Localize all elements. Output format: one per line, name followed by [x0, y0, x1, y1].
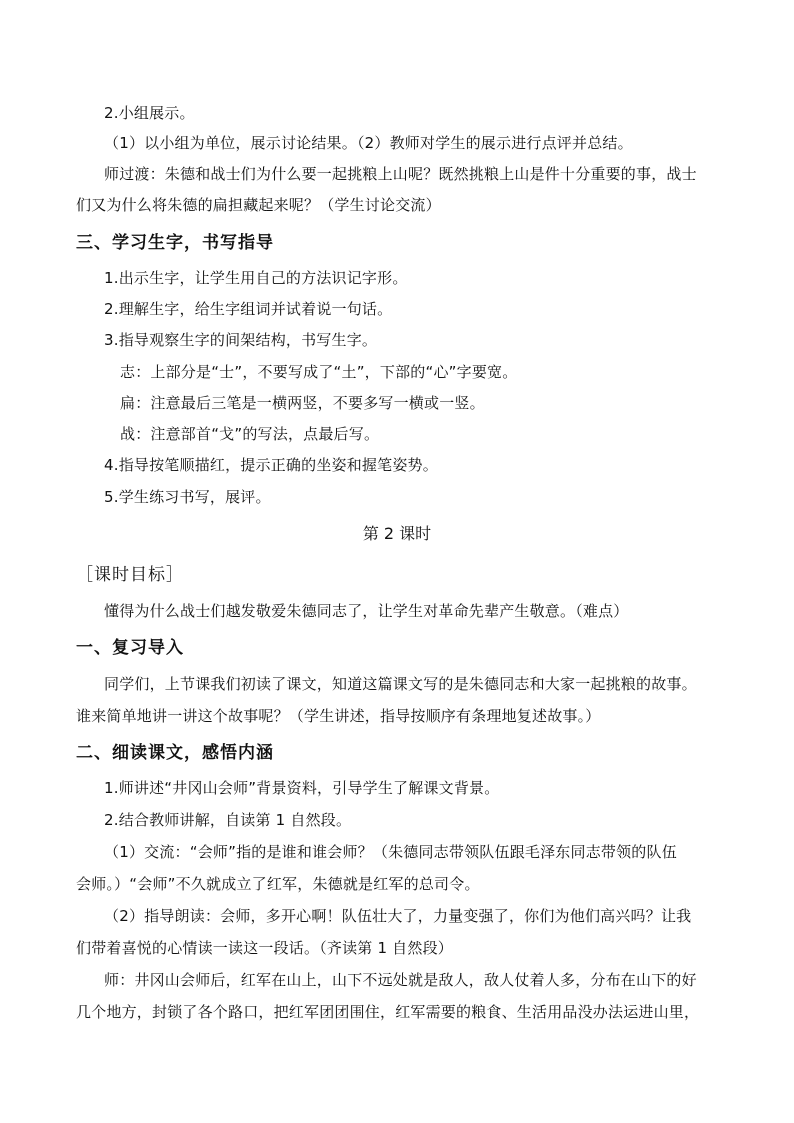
text-line: 师：井冈山会师后，红军在山上，山下不远处就是敌人，敌人仗着人多，分布在山下的好 — [104, 971, 697, 989]
text-line: 5.学生练习书写，展评。 — [104, 488, 271, 506]
text-line: （1）以小组为单位，展示讨论结果。（2）教师对学生的展示进行点评并总结。 — [104, 134, 633, 152]
text-line: 师过渡：朱德和战士们为什么要一起挑粮上山呢？既然挑粮上山是件十分重要的事，战士 — [104, 165, 697, 183]
text-line: 们又为什么将朱德的扁担藏起来呢？（学生讨论交流） — [76, 196, 441, 214]
text-line: 1.出示生字，让学生用自己的方法识记字形。 — [104, 269, 408, 287]
text-line: 战：注意部首“戈”的写法，点最后写。 — [120, 425, 380, 443]
text-line: （1）交流：“会师”指的是谁和谁会师？（朱德同志带领队伍跟毛泽东同志带领的队伍 — [104, 843, 677, 861]
text-line: 2.结合教师讲解，自读第 1 自然段。 — [104, 811, 352, 829]
text-line: 2.理解生字，给生字组词并试着说一句话。 — [104, 300, 393, 318]
text-line: 4.指导按笔顺描红，提示正确的坐姿和握笔姿势。 — [104, 456, 438, 474]
section-heading: 三、学习生字，书写指导 — [76, 233, 274, 253]
text-line: 扁：注意最后三笔是一横两竖，不要多写一横或一竖。 — [120, 394, 485, 412]
section-heading: 二、细读课文，感悟内涵 — [76, 743, 274, 763]
objective-title: ［课时目标］ — [76, 565, 184, 585]
text-line: 3.指导观察生字的间架结构，书写生字。 — [104, 331, 378, 349]
text-line: 2.小组展示。 — [104, 104, 195, 122]
text-line: 懂得为什么战士们越发敬爱朱德同志了，让学生对革命先辈产生敬意。（难点） — [104, 602, 629, 620]
text-line: 谁来简单地讲一讲这个故事呢？（学生讲述，指导按顺序有条理地复述故事。） — [76, 707, 601, 725]
text-line: 几个地方，封锁了各个路口，把红军团团围住，红军需要的粮食、生活用品没办法运进山里， — [76, 1003, 700, 1021]
text-line: （2）指导朗读：会师，多开心啊！队伍壮大了，力量变强了，你们为他们高兴吗？让我 — [104, 907, 692, 925]
text-line: 1.师讲述“井冈山会师”背景资料，引导学生了解课文背景。 — [104, 779, 500, 797]
text-line: 同学们，上节课我们初读了课文，知道这篇课文写的是朱德同志和大家一起挑粮的故事。 — [104, 675, 697, 693]
lesson-title: 第 2 课时 — [362, 524, 432, 543]
text-line: 志：上部分是“士”，不要写成了“土”，下部的“心”字要宽。 — [120, 363, 518, 381]
text-line: 会师。）“会师”不久就成立了红军，朱德就是红军的总司令。 — [76, 875, 480, 893]
section-heading: 一、复习导入 — [76, 638, 184, 658]
text-line: 们带着喜悦的心情读一读这一段话。（齐读第 1 自然段） — [76, 939, 453, 957]
